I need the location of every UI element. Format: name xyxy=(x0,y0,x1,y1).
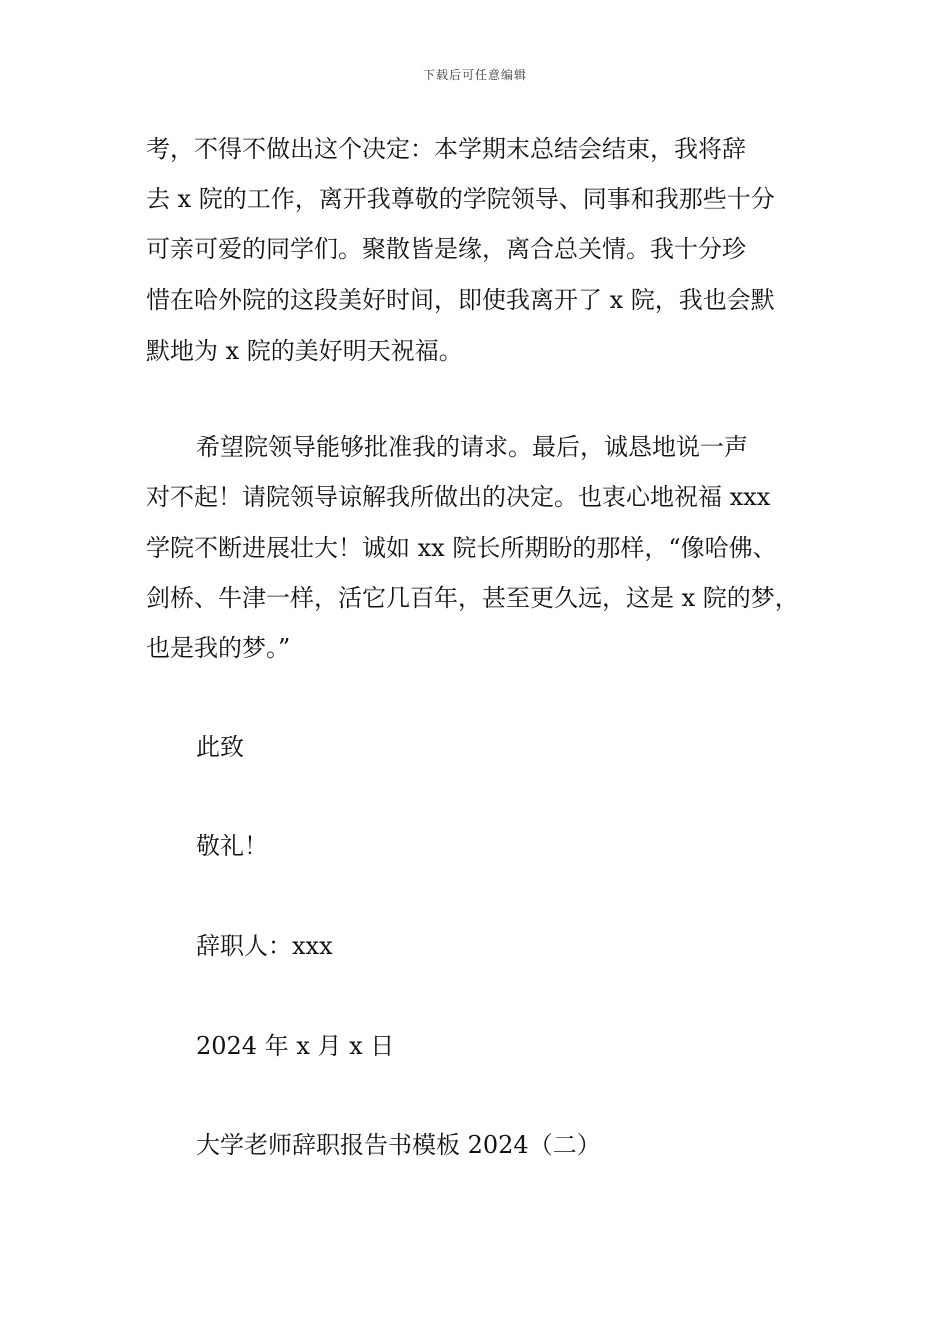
page-header-note: 下载后可任意编辑 xyxy=(422,68,527,82)
salutation: 此致 xyxy=(196,733,244,761)
paragraph-line: 对不起！请院领导谅解我所做出的决定。也衷心地祝福 xxx xyxy=(146,483,771,511)
date: 2024 年 x 月 x 日 xyxy=(196,1032,395,1060)
paragraph-line: 去 x 院的工作，离开我尊敬的学院领导、同事和我那些十分 xyxy=(146,185,775,213)
paragraph-line: 可亲可爱的同学们。聚散皆是缘，离合总关情。我十分珍 xyxy=(146,235,746,263)
next-section-title: 大学老师辞职报告书模板 2024（二） xyxy=(196,1131,601,1159)
paragraph-line: 默地为 x 院的美好明天祝福。 xyxy=(146,337,463,365)
paragraph-line: 也是我的梦。” xyxy=(146,634,291,662)
signature: 辞职人：xxx xyxy=(196,932,333,960)
paragraph-line: 学院不断进展壮大！诚如 xx 院长所期盼的那样，“像哈佛、 xyxy=(146,534,777,562)
paragraph-line: 考，不得不做出这个决定：本学期末总结会结束，我将辞 xyxy=(146,135,746,163)
paragraph-line: 希望院领导能够批准我的请求。最后，诚恳地说一声 xyxy=(196,433,748,461)
respect-closing: 敬礼！ xyxy=(196,832,268,860)
paragraph-line: 惜在哈外院的这段美好时间，即使我离开了 x 院，我也会默 xyxy=(146,286,775,314)
paragraph-line: 剑桥、牛津一样，活它几百年，甚至更久远，这是 x 院的梦， xyxy=(146,584,799,612)
